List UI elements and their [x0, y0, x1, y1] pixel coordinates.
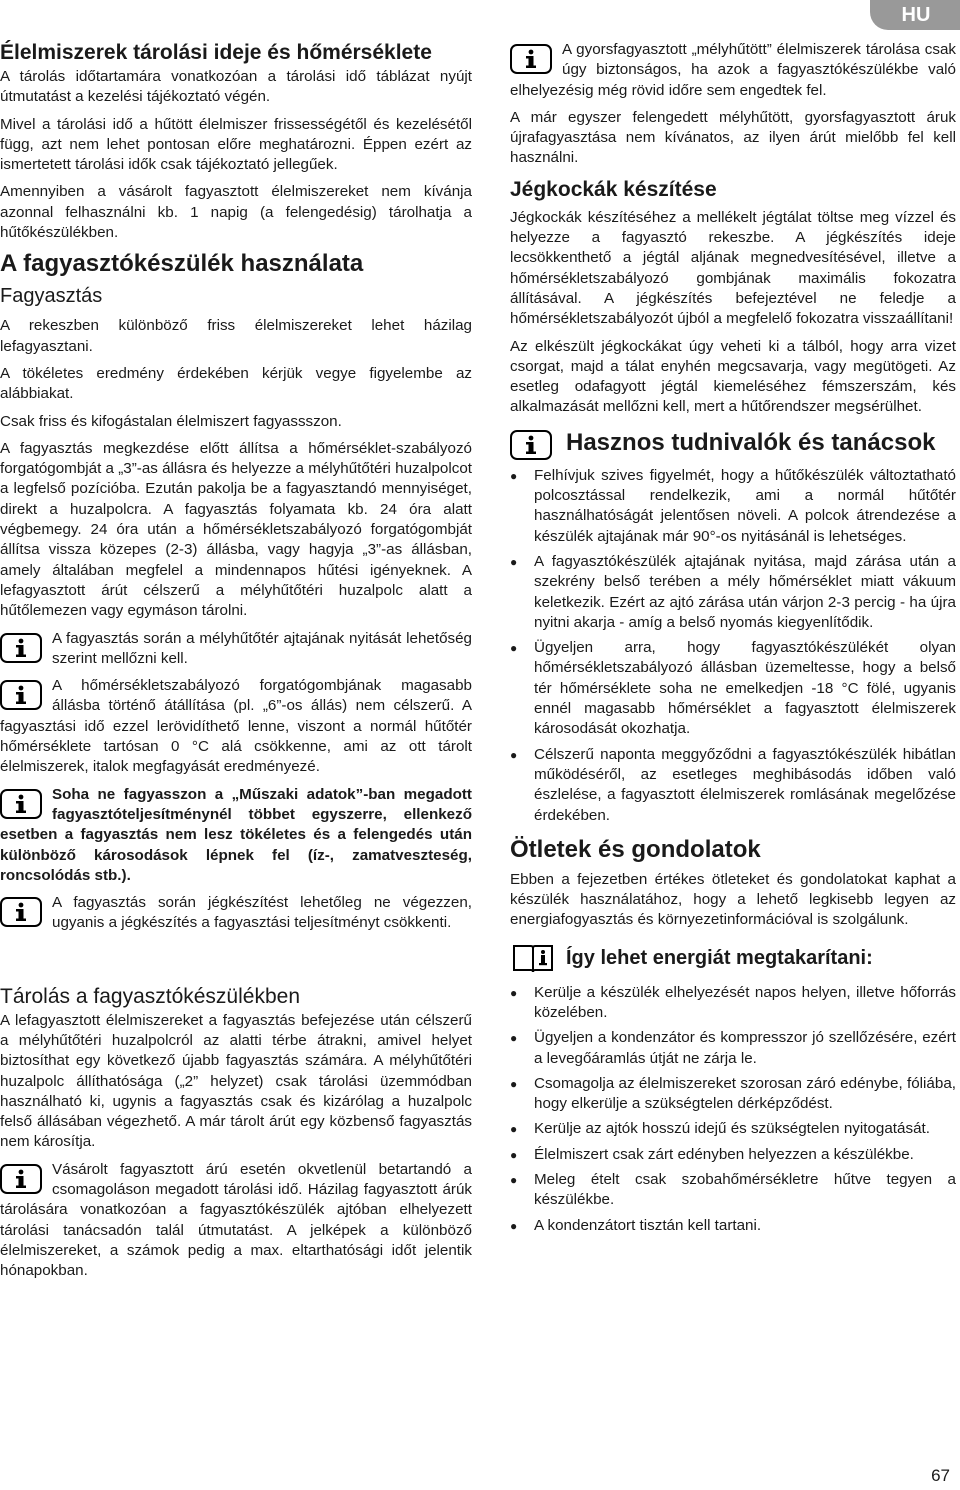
paragraph: Az elkészült jégkockákat úgy veheti ki a tálból, hogy arra vizet csorgat, majd a tálat enyhén megcsavarja, vagy megütögeti. Az esetleg odafagyott jégtál kiemeléséhez fémszerszám, kés alkalmazását mellőzni kell, mert a hűtőrendszer megsérülhet. [510, 337, 956, 416]
note-text: Soha ne fagyasszon a „Műszaki adatok”-ban megadott fagyasztóteljesítménynél többet egyszerre, ellenkező esetben a fagyasztás nem lesz tökéletes és a felengedés után különböző károsodások lépnek fel (íz-, zamatveszteség, roncsolódás stb.). [0, 785, 472, 884]
paragraph: Csak friss és kifogástalan élelmiszert fagyassszon. [0, 412, 342, 430]
info-icon [0, 1164, 42, 1194]
paragraph: A már egyszer felengedett mélyhűtött, gyorsfagyasztott áruk újrafagyasztása nem kívánatos, az ilyen árút mielőbb fel kell használni. [510, 108, 956, 167]
note-text: A fagyasztás során jégkészítést lehetőleg ne végezzen, ugyanis a jégkészítés a fagyasztási teljesítményt csökkenti. [52, 894, 472, 932]
list-item: ● Célszerű naponta meggyőződni a fagyasztókészülék hibátlan működéséről, az esetleges meghibásodás időben való észlelése, a fagyasztott élelmiszerek romlásának megelőzése érdekében. [510, 745, 956, 826]
paragraph: A fagyasztás megkezdése előtt állítsa a hőmérséklet-szabályozó forgatógombját a „3”-as állásra és helyezze a mélyhűtőtéri huzalpolcot a legfelső pozícióba. Ezután pakolja be a fagyasztandó mennyiséget, direkt a huzalpolcra. A fagyasztás folyamata kb. 24 óra alatt végbemegy. 24 óra után a hőmérsékletszabályozó forgatógombját állítsa vissza közepes (2-3) állásba, vagy hagyja „3”-as állásban, amely általában megfelel a mindennapos hűtési igényeknek. A lefagyasztott árút célszerű a mélyhűtőtéri huzalpolc alatt a hűtőlemezen vagy egymáson tárolni. [0, 439, 472, 620]
list-item: ● A fagyasztókészülék ajtajának nyitása, majd zárása után a szekrény belső terében a mély hőmérséklet miatt vákuum keletkezik. Ezért az ajtó zárása után várjon 2-3 percig - ha újra nyitni akarja - amíg a belső nyomás kiegyenlítődik. [510, 552, 956, 633]
list-item: ● Ügyeljen arra, hogy fagyasztókészülékét olyan hőmérsékletszabályozó állásban üzemeltesse, hogy a belső tér hőmérséklete soha ne emelkedjen -18 °C fölé, ugyanis ennél magasabb hőmérséklet a fagyasztott élelmiszerek károsodását okozhatja. [510, 638, 956, 739]
info-icon [510, 44, 552, 74]
paragraph: Ebben a fejezetben értékes ötleteket és gondolatokat kaphat a készülék használatához, hogy a lehető legkisebb legyen az energiafogyasztás és környezetinformációval is szolgálunk. [510, 870, 956, 929]
paragraph: A lefagyasztott élelmiszereket a fagyasztás befejezése után célszerű a mélyhűtőtéri huzalpolcról az alatti térbe átrakni, amivel helyet biztosíthat egy következő újabb fagyasztás számára. A mélyhűtőtéri huzalpolc állíthatósága („2” helyzet) csak tárolási üzemmódban használható ki, ugynis a fagyasztás csak és kizárólag a huzalpolc felső állásában végezhető. A már tárolt árút egy közbenső fagyasztás nem károsítja. [0, 1011, 472, 1151]
list-item: ● Élelmiszert csak zárt edényben helyezzen a készülékbe. [510, 1145, 956, 1165]
freezer-use-heading: A fagyasztókészülék használata [0, 250, 364, 278]
ideas-heading: Ötletek és gondolatok [510, 835, 761, 863]
info-note [0, 893, 472, 934]
info-icon [0, 897, 42, 927]
book-info-icon [510, 943, 556, 973]
ice-cubes-heading: Jégkockák készítése [510, 177, 717, 201]
list-item: ● Kerülje a készülék elhelyezését napos helyen, illetve hőforrás közelében. [510, 983, 956, 1024]
list-item: ● Csomagolja az élelmiszereket szorosan záró edénybe, fóliába, hogy elkerülje a szükségtelen dérképződést. [510, 1074, 956, 1115]
list-item: ● Meleg ételt csak szobahőmérsékletre hűtve tegyen a készülékbe. [510, 1170, 956, 1211]
list-item: ● Kerülje az ajtók hosszú idejű és szükségtelen nyitogatását. [510, 1119, 956, 1139]
left-column [0, 40, 472, 1289]
page-number: 67 [931, 1466, 950, 1485]
energy-heading-block [510, 943, 956, 973]
list-item: ● A kondenzátort tisztán kell tartani. [510, 1216, 956, 1236]
info-icon [510, 430, 552, 460]
info-note [510, 40, 956, 101]
info-note [0, 676, 472, 777]
paragraph: Amennyiben a vásárolt fagyasztott élelmiszereket nem kívánja azonnal felhasználni kb. 1 napig (a felengedésig) tárolhatja a hűtőkészülékben. [0, 183, 472, 242]
list-item: ● Ügyeljen a kondenzátor és kompresszor jó szellőzésére, ezért a levegőáramlás útját ne zárja le. [510, 1028, 956, 1069]
info-note [0, 1160, 472, 1282]
tips-heading-block [510, 426, 956, 460]
note-text: Vásárolt fagyasztott árú esetén okvetlenül betartandó a csomagoláson megadott tárolási idő. Házilag fagyasztott árúk tárolására vonatkozóan a fagyasztókészülék ajtóban elhelyezett tárolási tanácsadón talál útmutatást. A jelképek a különböző élelmiszereket, a számok pedig a max. eltarthatósági időt jelentik hónapokban. [0, 1160, 472, 1280]
warning-note [0, 785, 472, 886]
paragraph: Jégkockák készítéséhez a mellékelt jégtálat töltse meg vízzel és helyezze a fagyasztó rekeszbe. A jégkészítés ideje lecsökkenthető a jégtál aljának megnedvesítésével, illetve a hőmérsékletszabályozó gombjának maximális fokozatra állításával. A jégkészítés befejeztével ne feledje a hőmérsékletszabályozót újból a megfelelő fokozatra visszaállítani! [510, 208, 956, 328]
info-note [0, 629, 472, 670]
paragraph: A rekeszben különböző friss élelmiszereket lehet házilag lefagyasztani. [0, 317, 472, 355]
list-item: ● Felhívjuk szives figyelmét, hogy a hűtőkészülék változtatható polcosztással rendelkezik, ami a normál hűtőtér használhatóságát jelentősen növeli. A polcok átrendezése a készülék ajtajának már 90°-os nyitásánál is lehetséges. [510, 466, 956, 547]
paragraph: A tárolás időtartamára vonatkozóan a tárolási idő táblázat nyújt útmutatást a kezelési tájékoztató végén. [0, 68, 472, 106]
paragraph: A tökéletes eredmény érdekében kérjük vegye figyelembe az alábbiakat. [0, 364, 472, 403]
tips-list [510, 466, 956, 826]
note-text: A fagyasztás során a mélyhűtőtér ajtajának nyitását lehetőség szerint mellőzni kell. [52, 629, 472, 667]
storage-heading: Élelmiszerek tárolási ideje és hőmérséklete [0, 41, 432, 64]
note-text: A gyorsfagyasztott „mélyhűtött” élelmiszerek tárolása csak úgy biztonságos, ha azok a fagyasztókészülékbe való elhelyezésig még rövid időre sem engedtek fel. [510, 41, 956, 99]
info-icon [0, 680, 42, 710]
info-icon [0, 633, 42, 663]
storage-freezer-heading: Tárolás a fagyasztókészülékben [0, 984, 300, 1008]
paragraph: Mivel a tárolási idő a hűtött élelmiszer frissességétől és kezelésétől függ, azt nem lehet pontosan előre meghatározni. Éppen ezért az ismertetett tárolási idők csak tájékoztató jellegűek. [0, 115, 472, 174]
freezing-subheading: Fagyasztás [0, 285, 103, 308]
note-text: A hőmérsékletszabályozó forgatógombjának magasabb állásba történő átállítása (pl. „6”-os állás) nem célszerű. A fagyasztási idő ezzel lerövidíthető lenne, viszont a normál hűtőtér hőmérséklete tartósan 0 °C alá csökkenne, ami az ott tárolt élelmiszerek, italok megfagyását eredményezé. [0, 677, 472, 776]
info-icon [0, 789, 42, 819]
right-column [510, 40, 956, 1242]
language-badge: HU [870, 0, 960, 30]
energy-list [510, 983, 956, 1236]
energy-heading: Így lehet energiát megtakarítani: [566, 946, 873, 969]
tips-heading: Hasznos tudnivalók és tanácsok [566, 428, 936, 456]
